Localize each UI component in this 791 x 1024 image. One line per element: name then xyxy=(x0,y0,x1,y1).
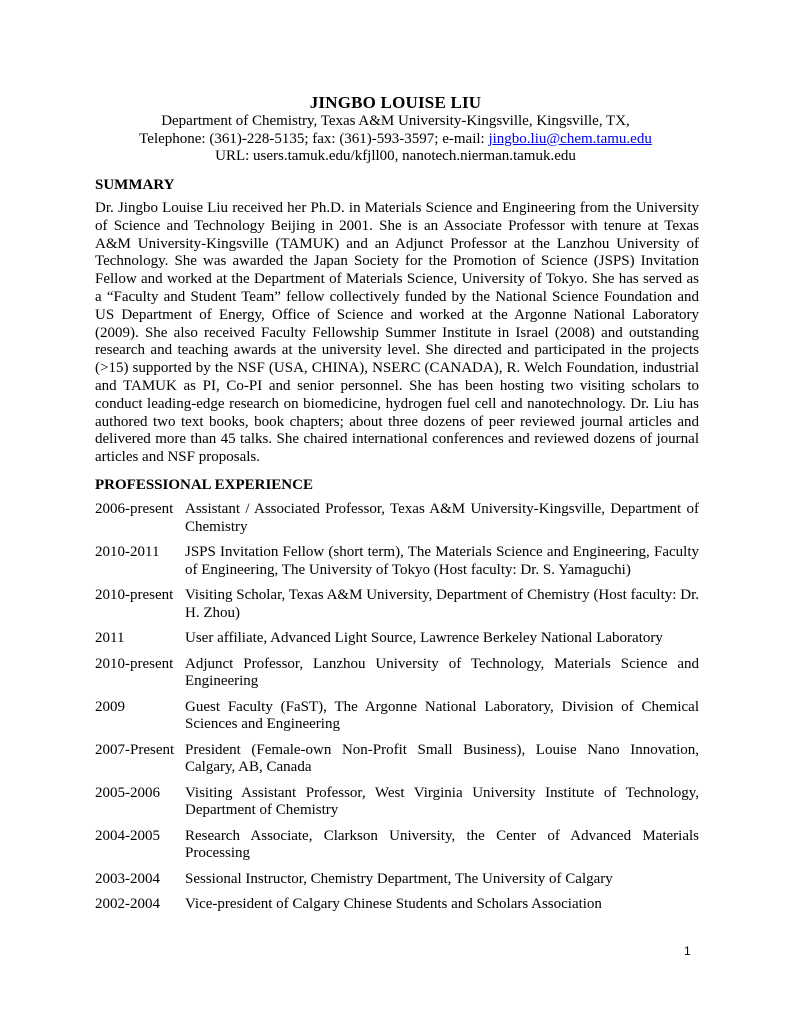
experience-date: 2011 xyxy=(95,630,125,646)
page-number: 1 xyxy=(684,944,691,958)
summary-heading: SUMMARY xyxy=(95,177,175,193)
experience-date: 2010-present xyxy=(95,655,174,672)
author-name: JINGBO LOUISE LIU xyxy=(309,93,482,112)
contact-block xyxy=(0,113,791,166)
experience-date: 2010-2011 xyxy=(95,544,160,560)
address-line: Department of Chemistry, Texas A&M University-Kingsville, Kingsville, TX, xyxy=(161,113,630,129)
experience-row xyxy=(95,699,699,734)
experience-row xyxy=(95,630,699,648)
experience-row xyxy=(95,871,699,889)
experience-heading: PROFESSIONAL EXPERIENCE xyxy=(95,477,313,493)
experience-description: User affiliate, Advanced Light Source, Lawrence Berkeley National Laboratory xyxy=(185,630,663,646)
experience-description: Adjunct Professor, Lanzhou University of Technology, Materials Science and Engineering xyxy=(185,655,699,689)
experience-date: 2003-2004 xyxy=(95,870,160,887)
experience-row xyxy=(95,828,699,863)
experience-date: 2010-present xyxy=(95,587,174,603)
phone-fax-text: Telephone: (361)-228-5135; fax: (361)-593-3597; e-mail: xyxy=(139,130,489,147)
experience-row xyxy=(95,785,699,820)
experience-description: Assistant / Associated Professor, Texas A&M University-Kingsville, Department of Chemistry xyxy=(185,501,699,535)
url-line: URL: users.tamuk.edu/kfjll00, nanotech.nierman.tamuk.edu xyxy=(215,148,576,164)
email-link[interactable]: jingbo.liu@chem.tamu.edu xyxy=(488,130,652,147)
experience-date: 2004-2005 xyxy=(95,827,160,844)
experience-row xyxy=(95,742,699,777)
experience-description: Vice-president of Calgary Chinese Students and Scholars Association xyxy=(185,896,602,912)
experience-description: Sessional Instructor, Chemistry Department, The University of Calgary xyxy=(185,870,613,887)
experience-date: 2009 xyxy=(95,698,125,715)
experience-row xyxy=(95,501,699,536)
experience-row xyxy=(95,544,699,579)
experience-description: Guest Faculty (FaST), The Argonne National Laboratory, Division of Chemical Sciences and Engineering xyxy=(185,698,699,732)
experience-description: Research Associate, Clarkson University, the Center of Advanced Materials Processing xyxy=(185,827,699,861)
experience-date: 2006-present xyxy=(95,501,174,517)
experience-description: Visiting Scholar, Texas A&M University, Department of Chemistry (Host faculty: Dr. H. Zhou) xyxy=(185,587,699,621)
phone-line xyxy=(0,131,791,149)
experience-date: 2002-2004 xyxy=(95,896,160,912)
experience-date: 2005-2006 xyxy=(95,784,160,801)
experience-list xyxy=(95,501,699,922)
experience-description: Visiting Assistant Professor, West Virginia University Institute of Technology, Department of Chemistry xyxy=(185,784,699,818)
experience-row xyxy=(95,587,699,622)
experience-description: JSPS Invitation Fellow (short term), The Materials Science and Engineering, Faculty of Engineering, The University of Tokyo (Host faculty: Dr. S. Yamaguchi) xyxy=(185,544,699,578)
experience-date: 2007-Present xyxy=(95,741,175,758)
summary-paragraph: Dr. Jingbo Louise Liu received her Ph.D. in Materials Science and Engineering from the University of Science and Technology Beijing in 2001. She is an Associate Professor with tenure at Texas A&M University-Kingsville (TAMUK) and an Adjunct Professor at the Lanzhou University of Technology. She was awarded the Japan Society for the Promotion of Science (JSPS) Invitation Fellow and worked at the Department of Materials Science, University of Tokyo. She has served as a “Faculty and Student Team” fellow collectively funded by the National Science Foundation and US Department of Energy, Office of Science and worked at the Argonne National Laboratory (2009). She also received Faculty Fellowship Summer Institute in Israel (2008) and outstanding research and teaching awards at the university level. She directed and participated in the projects (>15) supported by the NSF (USA, CHINA), NSERC (CANADA), R. Welch Foundation, industrial and TAMUK as PI, Co-PI and senior personnel. She has been hosting two visiting scholars to conduct leading-edge research on biomedicine, hydrogen fuel cell and nanotechnology. Dr. Liu has authored two text books, book chapters; about three dozens of peer reviewed journal articles and delivered more than 45 talks. She chaired international conferences and reviewed dozens of journal articles and NSF proposals. xyxy=(95,200,699,466)
experience-row xyxy=(95,656,699,691)
experience-description: President (Female-own Non-Profit Small Business), Louise Nano Innovation, Calgary, AB, Canada xyxy=(185,741,699,775)
experience-row xyxy=(95,896,699,914)
